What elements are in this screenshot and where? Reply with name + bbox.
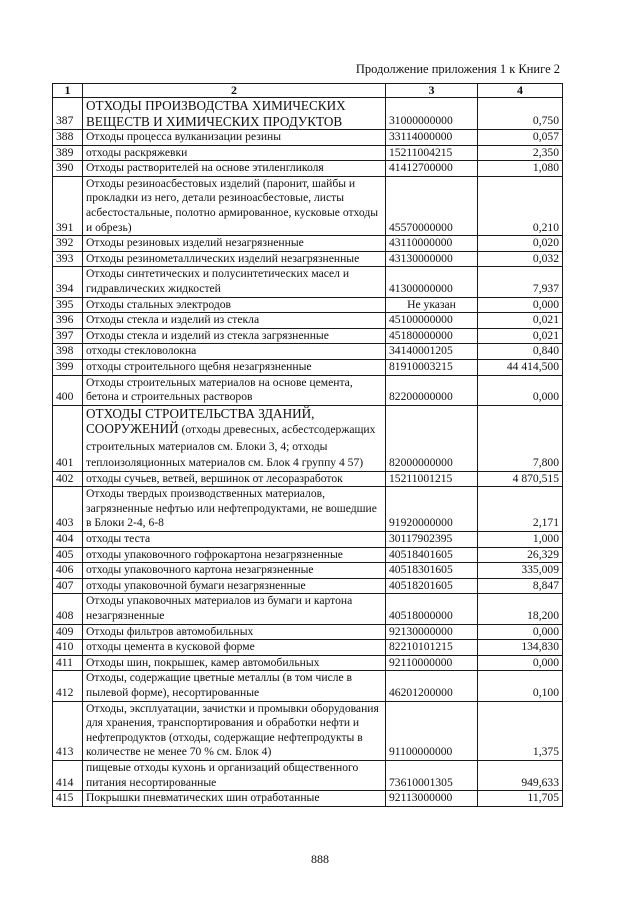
waste-amount: 11,705	[478, 791, 563, 807]
waste-amount: 7,937	[478, 267, 563, 297]
waste-amount: 4 870,515	[478, 471, 563, 487]
table-row	[53, 297, 563, 313]
page-number: 888	[311, 852, 329, 866]
waste-amount: 2,350	[478, 145, 563, 161]
table-row	[53, 130, 563, 146]
waste-code: 92113000000	[386, 791, 478, 807]
waste-amount: 44 414,500	[478, 359, 563, 375]
row-number: 400	[53, 375, 83, 405]
table-row	[53, 471, 563, 487]
row-number: 387	[53, 98, 83, 130]
row-number: 408	[53, 594, 83, 624]
waste-amount: 0,057	[478, 130, 563, 146]
waste-code: 31000000000	[386, 98, 478, 130]
waste-name: отходы сучьев, ветвей, вершинок от лесоразработок	[83, 471, 386, 487]
waste-code: 92110000000	[386, 655, 478, 671]
waste-amount: 0,000	[478, 624, 563, 640]
waste-name: отходы раскряжевки	[83, 145, 386, 161]
row-number: 402	[53, 471, 83, 487]
row-number: 404	[53, 532, 83, 548]
row-number: 403	[53, 487, 83, 532]
waste-code: 82210101215	[386, 640, 478, 656]
waste-name: Отходы шин, покрышек, камер автомобильных	[83, 655, 386, 671]
waste-code: 40518000000	[386, 594, 478, 624]
waste-amount: 26,329	[478, 547, 563, 563]
row-number: 414	[53, 760, 83, 790]
waste-code: Не указан	[386, 297, 478, 313]
waste-name: отходы упаковочного гофрокартона незагрязненные	[83, 547, 386, 563]
table-row	[53, 359, 563, 375]
table-row	[53, 313, 563, 329]
row-number: 395	[53, 297, 83, 313]
row-number: 415	[53, 791, 83, 807]
waste-name: Отходы резиновых изделий незагрязненные	[83, 236, 386, 252]
table-row	[53, 532, 563, 548]
waste-code: 45100000000	[386, 313, 478, 329]
column-header: 4	[478, 84, 563, 98]
table-row	[53, 375, 563, 405]
waste-amount: 7,800	[478, 405, 563, 471]
row-number: 401	[53, 405, 83, 471]
waste-amount: 0,000	[478, 297, 563, 313]
row-number: 393	[53, 251, 83, 267]
table-row	[53, 176, 563, 235]
waste-name: отходы строительного щебня незагрязненные	[83, 359, 386, 375]
waste-code: 81910003215	[386, 359, 478, 375]
waste-name: Отходы строительных материалов на основе цемента, бетона и строительных растворов	[83, 375, 386, 405]
table-row	[53, 236, 563, 252]
waste-name	[83, 405, 386, 471]
waste-code: 43110000000	[386, 236, 478, 252]
waste-code: 15211004215	[386, 145, 478, 161]
table-row	[53, 405, 563, 471]
waste-amount: 0,020	[478, 236, 563, 252]
waste-code: 43130000000	[386, 251, 478, 267]
waste-code: 91100000000	[386, 701, 478, 760]
row-number: 391	[53, 176, 83, 235]
table-row	[53, 578, 563, 594]
waste-name: Отходы упаковочных материалов из бумаги и картона незагрязненные	[83, 594, 386, 624]
waste-amount: 1,375	[478, 701, 563, 760]
waste-code: 46201200000	[386, 671, 478, 701]
table-row	[53, 655, 563, 671]
waste-name: Отходы стекла и изделий из стекла загрязненные	[83, 328, 386, 344]
waste-amount: 134,830	[478, 640, 563, 656]
waste-amount: 0,750	[478, 98, 563, 130]
table-row	[53, 760, 563, 790]
table-row	[53, 98, 563, 130]
waste-code: 82000000000	[386, 405, 478, 471]
waste-name: отходы упаковочного картона незагрязненные	[83, 563, 386, 579]
waste-name-title: ОТХОДЫ СТРОИТЕЛЬСТВА ЗДАНИЙ, СООРУЖЕНИЙ	[86, 405, 315, 437]
table-body	[53, 98, 563, 807]
table-row	[53, 487, 563, 532]
table-row	[53, 161, 563, 177]
waste-code: 15211001215	[386, 471, 478, 487]
waste-name: Отходы твердых производственных материалов, загрязненные нефтью или нефтепродуктами, не вошедшие в Блоки 2-4, 6-8	[83, 487, 386, 532]
column-header: 1	[53, 84, 83, 98]
table-row	[53, 701, 563, 760]
waste-name: Отходы растворителей на основе этиленгликоля	[83, 161, 386, 177]
waste-amount: 18,200	[478, 594, 563, 624]
waste-amount: 0,100	[478, 671, 563, 701]
row-number: 412	[53, 671, 83, 701]
waste-amount: 335,009	[478, 563, 563, 579]
table-row	[53, 328, 563, 344]
row-number: 409	[53, 624, 83, 640]
table-row	[53, 671, 563, 701]
row-number: 398	[53, 344, 83, 360]
waste-name: Отходы, содержащие цветные металлы (в том числе в пылевой форме), несортированные	[83, 671, 386, 701]
row-number: 413	[53, 701, 83, 760]
row-number: 389	[53, 145, 83, 161]
waste-amount: 0,032	[478, 251, 563, 267]
waste-code: 40518201605	[386, 578, 478, 594]
waste-name: Покрышки пневматических шин отработанные	[83, 791, 386, 807]
waste-name: отходы цемента в кусковой форме	[83, 640, 386, 656]
waste-code: 33114000000	[386, 130, 478, 146]
table-row	[53, 547, 563, 563]
table-row	[53, 145, 563, 161]
waste-code: 92130000000	[386, 624, 478, 640]
waste-amount: 0,210	[478, 176, 563, 235]
waste-code: 45570000000	[386, 176, 478, 235]
column-header-row	[53, 84, 563, 98]
waste-amount: 0,000	[478, 655, 563, 671]
row-number: 399	[53, 359, 83, 375]
waste-name: Отходы резинометаллических изделий незагрязненные	[83, 251, 386, 267]
row-number: 397	[53, 328, 83, 344]
table-row	[53, 563, 563, 579]
waste-amount: 0,840	[478, 344, 563, 360]
waste-name: ОТХОДЫ ПРОИЗВОДСТВА ХИМИЧЕСКИХ ВЕЩЕСТВ И ХИМИЧЕСКИХ ПРОДУКТОВ	[83, 98, 386, 130]
waste-table	[52, 83, 563, 807]
waste-name: Отходы резиноасбестовых изделий (паронит, шайбы и прокладки из него, детали резиноасбестовые, листы асбестостальные, полотно армированное, кусковые отходы и обрезь)	[83, 176, 386, 235]
waste-amount: 2,171	[478, 487, 563, 532]
waste-name: Отходы стальных электродов	[83, 297, 386, 313]
waste-name: Отходы синтетических и полусинтетических масел и гидравлических жидкостей	[83, 267, 386, 297]
waste-amount: 0,021	[478, 328, 563, 344]
waste-name: отходы упаковочной бумаги незагрязненные	[83, 578, 386, 594]
waste-amount: 1,080	[478, 161, 563, 177]
waste-name: отходы теста	[83, 532, 386, 548]
waste-code: 82200000000	[386, 375, 478, 405]
waste-code: 91920000000	[386, 487, 478, 532]
waste-name: пищевые отходы кухонь и организаций общественного питания несортированные	[83, 760, 386, 790]
continuation-header: Продолжение приложения 1 к Книге 2	[355, 62, 560, 76]
waste-name: Отходы стекла и изделий из стекла	[83, 313, 386, 329]
waste-code: 30117902395	[386, 532, 478, 548]
waste-name: Отходы процесса вулканизации резины	[83, 130, 386, 146]
table-row	[53, 344, 563, 360]
waste-name: Отходы, эксплуатации, зачистки и промывки оборудования для хранения, транспортирования и обработки нефти и нефтепродуктов (отходы, содержащие нефтепродукты в количестве не менее 70 % см. Блок 4)	[83, 701, 386, 760]
row-number: 394	[53, 267, 83, 297]
column-header: 2	[83, 84, 386, 98]
row-number: 388	[53, 130, 83, 146]
waste-code: 41300000000	[386, 267, 478, 297]
waste-name: отходы стекловолокна	[83, 344, 386, 360]
table-row	[53, 640, 563, 656]
waste-code: 73610001305	[386, 760, 478, 790]
column-header: 3	[386, 84, 478, 98]
row-number: 406	[53, 563, 83, 579]
waste-code: 41412700000	[386, 161, 478, 177]
table-row	[53, 251, 563, 267]
waste-name: Отходы фильтров автомобильных	[83, 624, 386, 640]
waste-amount: 0,021	[478, 313, 563, 329]
row-number: 396	[53, 313, 83, 329]
table-row	[53, 791, 563, 807]
row-number: 390	[53, 161, 83, 177]
waste-amount: 8,847	[478, 578, 563, 594]
waste-code: 40518301605	[386, 563, 478, 579]
waste-code: 34140001205	[386, 344, 478, 360]
waste-amount: 0,000	[478, 375, 563, 405]
row-number: 392	[53, 236, 83, 252]
table-row	[53, 594, 563, 624]
row-number: 410	[53, 640, 83, 656]
row-number: 407	[53, 578, 83, 594]
row-number: 405	[53, 547, 83, 563]
waste-amount: 1,000	[478, 532, 563, 548]
table-row	[53, 267, 563, 297]
waste-code: 45180000000	[386, 328, 478, 344]
table-row	[53, 624, 563, 640]
waste-amount: 949,633	[478, 760, 563, 790]
waste-name-note: (отходы древесных, асбестсодержащих строительных материалов см. Блоки 3, 4; отходы теплоизоляционных материалов см. Блок 4 группу 4 57)	[86, 423, 376, 470]
waste-code: 40518401605	[386, 547, 478, 563]
row-number: 411	[53, 655, 83, 671]
